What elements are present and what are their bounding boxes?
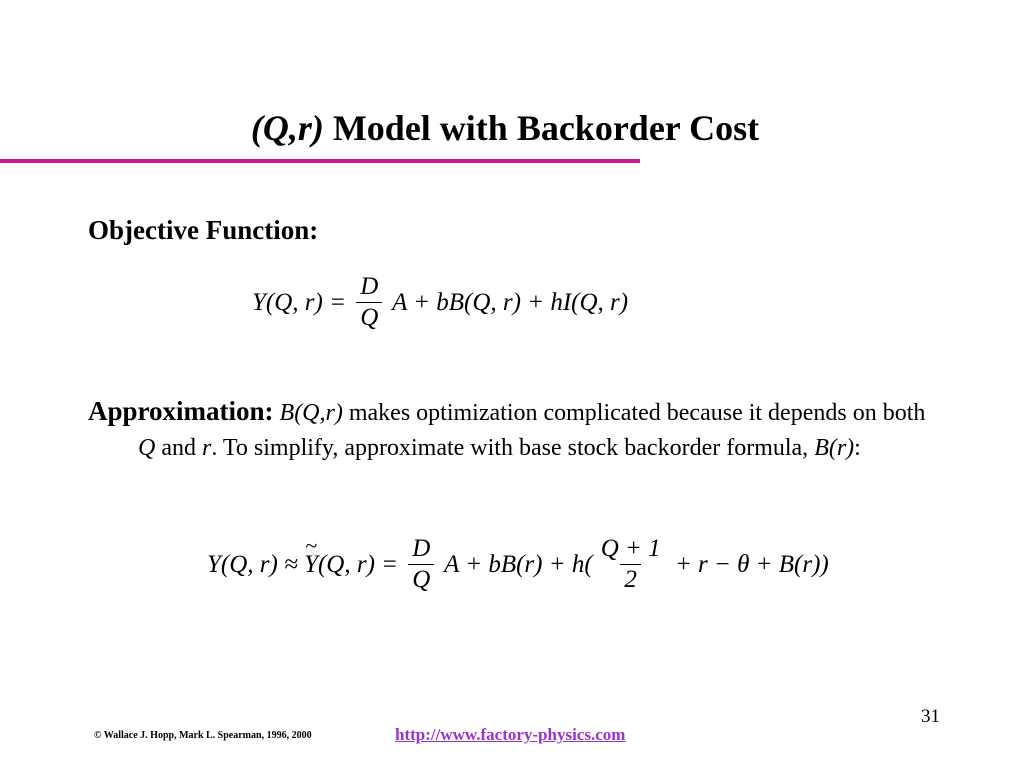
eq1-fraction: [356, 272, 382, 333]
r-term: r: [202, 435, 212, 461]
y-tilde: [304, 532, 318, 579]
bqr-term: B(Q,r): [279, 400, 343, 426]
y-tilde-letter: Y: [304, 550, 318, 578]
approx-text-1: makes optimization complicated because it depends on both: [342, 400, 926, 426]
objective-equation: [252, 272, 628, 333]
approximation-lead: Approximation:: [88, 396, 274, 426]
br-term: B(r): [814, 435, 855, 461]
eq2-fraction-2: [597, 534, 665, 595]
eq2-mid2: A + bB(r) + h(: [438, 550, 593, 578]
eq2-lhs: Y(Q, r) ≈: [207, 550, 305, 578]
eq1-rhs: A + bB(Q, r) + hI(Q, r): [386, 288, 629, 316]
approximation-paragraph: [88, 394, 948, 466]
slide-title: [0, 104, 1010, 152]
objective-heading: Objective Function:: [88, 215, 319, 245]
eq1-frac-denominator: Q: [356, 302, 382, 333]
eq2-rhs: + r − θ + B(r)): [668, 550, 829, 578]
eq1-lhs: Y(Q, r) =: [252, 288, 353, 316]
eq2-frac2-numerator: Q + 1: [600, 535, 661, 562]
title-text: Model with Backorder Cost: [323, 108, 760, 148]
approx-text-3: . To simplify, approximate with base stock backorder formula,: [211, 435, 815, 461]
copyright-notice: © Wallace J. Hopp, Mark L. Spearman, 1996, 2000: [94, 730, 312, 741]
approx-text-2: and: [155, 435, 202, 461]
eq1-frac-numerator: D: [360, 273, 379, 300]
website-link[interactable]: http://www.factory-physics.com: [395, 725, 626, 744]
approximation-equation: [207, 534, 829, 595]
approx-text-4: :: [854, 435, 861, 461]
tilde-mark: ~: [305, 532, 317, 558]
eq2-frac2-denominator: 2: [620, 564, 641, 595]
eq2-frac1-denominator: Q: [408, 564, 434, 595]
title-italic: (Q,r): [250, 108, 324, 148]
q-term: Q: [138, 435, 156, 461]
eq2-frac1-numerator: D: [412, 535, 431, 562]
eq2-fraction-1: [408, 534, 434, 595]
page-number: 31: [921, 706, 940, 727]
title-underline: [0, 159, 640, 163]
eq2-mid: (Q, r) =: [317, 550, 405, 578]
